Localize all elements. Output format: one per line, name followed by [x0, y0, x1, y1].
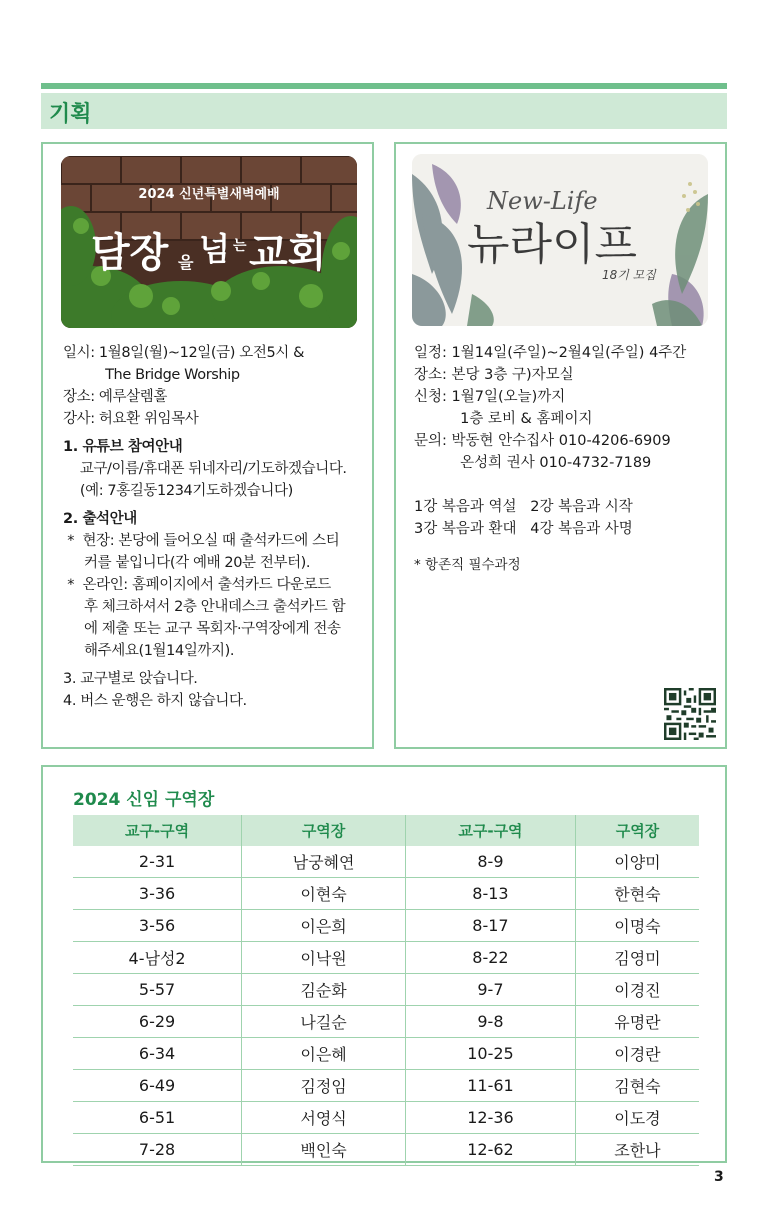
info-line: 일정: 1월14일(주일)~2월4일(주일) 4주간: [414, 345, 687, 361]
table-cell: 이은희: [242, 910, 406, 942]
table-cell: 2-31: [73, 846, 242, 878]
column-header: 구역장: [242, 815, 406, 846]
column-header: 구역장: [575, 815, 699, 846]
table-cell: 이낙원: [242, 942, 406, 974]
table-cell: 이은혜: [242, 1038, 406, 1070]
table-row: [73, 1102, 699, 1134]
table-cell: 3-36: [73, 878, 242, 910]
table-cell: 11-61: [406, 1070, 576, 1102]
attendance-guide-line: 커를 붙입니다(각 예배 20분 전부터).: [63, 555, 311, 571]
new-cell-leaders-card: [41, 765, 727, 1163]
table-cell: 6-51: [73, 1102, 242, 1134]
info-line: 강사: 허요환 위임목사: [63, 411, 199, 427]
top-rule: [41, 83, 727, 89]
table-row: [73, 878, 699, 910]
table-cell: 5-57: [73, 974, 242, 1006]
section-header: [41, 93, 727, 129]
table-cell: 3-56: [73, 910, 242, 942]
table-row: [73, 846, 699, 878]
table-cell: 9-7: [406, 974, 576, 1006]
table-cell: 6-34: [73, 1038, 242, 1070]
youtube-guide-line: (예: 7홍길동1234기도하겠습니다): [63, 483, 293, 499]
leaders-title: 2024 신임 구역장: [73, 790, 215, 810]
new-life-info: [414, 342, 686, 576]
table-row: [73, 1006, 699, 1038]
seating-note: 3. 교구별로 앉습니다.: [63, 671, 198, 687]
info-line: The Bridge Worship: [63, 367, 240, 383]
new-year-dawn-worship-card: [41, 142, 374, 749]
table-cell: 8-17: [406, 910, 576, 942]
table-row: [73, 1038, 699, 1070]
table-cell: 9-8: [406, 1006, 576, 1038]
info-line: 일시: 1월8일(월)~12일(금) 오전5시 &: [63, 345, 304, 361]
qr-code-icon[interactable]: [664, 688, 716, 740]
attendance-guide-line: 에 제출 또는 교구 목회자·구역장에게 전송: [63, 621, 341, 637]
table-cell: 유명란: [575, 1006, 699, 1038]
new-life-card: [394, 142, 727, 749]
brick-wall-ivy-image: [61, 156, 357, 328]
banner-korean-title: 뉴라이프: [467, 219, 638, 270]
info-line: 문의: 박동현 안수집사 010-4206-6909: [414, 433, 671, 449]
table-cell: 김순화: [242, 974, 406, 1006]
new-life-banner: [412, 154, 708, 326]
lecture-line: 1강 복음과 역설 2강 복음과 시작: [414, 499, 633, 515]
table-cell: 12-36: [406, 1102, 576, 1134]
page-number: 3: [714, 1169, 724, 1185]
table-cell: 김정임: [242, 1070, 406, 1102]
table-cell: 조한나: [575, 1134, 699, 1166]
table-cell: 7-28: [73, 1134, 242, 1166]
leaders-table: [73, 815, 699, 1166]
table-cell: 이도경: [575, 1102, 699, 1134]
info-line: 온성희 권사 010-4732-7189: [414, 455, 652, 471]
table-cell: 10-25: [406, 1038, 576, 1070]
table-row: [73, 974, 699, 1006]
banner-english-title: New-Life: [487, 187, 598, 215]
attendance-guide-line: * 현장: 본당에 들어오실 때 출석카드에 스티: [63, 533, 340, 549]
table-cell: 이양미: [575, 846, 699, 878]
dawn-worship-banner: [61, 156, 357, 328]
required-note: * 항존직 필수과정: [414, 557, 521, 573]
leaders-table-body: [73, 846, 699, 1166]
table-cell: 서영식: [242, 1102, 406, 1134]
table-cell: 4-남성2: [73, 942, 242, 974]
botanical-leaves-image: [412, 154, 708, 326]
banner-title-a: 담장: [91, 229, 169, 276]
table-header-row: [73, 815, 699, 846]
table-cell: 한현숙: [575, 878, 699, 910]
table-cell: 남궁혜연: [242, 846, 406, 878]
youtube-guide-line: 교구/이름/휴대폰 뒤네자리/기도하겠습니다.: [63, 461, 347, 477]
banner-title-c: 넘: [199, 230, 230, 268]
table-cell: 8-13: [406, 878, 576, 910]
table-cell: 이현숙: [242, 878, 406, 910]
attendance-guide-line: 해주세요(1월14일까지).: [63, 643, 235, 659]
section-title: 기획: [49, 102, 92, 127]
column-header: 교구-구역: [73, 815, 242, 846]
dawn-worship-info: [63, 342, 347, 712]
table-cell: 김영미: [575, 942, 699, 974]
banner-title-d: 는: [233, 238, 247, 254]
youtube-guide-title: 1. 유튜브 참여안내: [63, 439, 183, 455]
table-row: [73, 1070, 699, 1102]
banner-recruit-tag: 18기 모집: [602, 268, 656, 282]
table-cell: 8-22: [406, 942, 576, 974]
table-cell: 6-49: [73, 1070, 242, 1102]
table-cell: 12-62: [406, 1134, 576, 1166]
table-cell: 백인숙: [242, 1134, 406, 1166]
attendance-guide-line: * 온라인: 홈페이지에서 출석카드 다운로드: [63, 577, 331, 593]
table-cell: 이경란: [575, 1038, 699, 1070]
table-cell: 김현숙: [575, 1070, 699, 1102]
banner-subtitle: 2024 신년특별새벽예배: [138, 187, 280, 202]
info-line: 장소: 예루살렘홀: [63, 389, 167, 405]
info-line: 1층 로비 & 홈페이지: [414, 411, 593, 427]
bus-note: 4. 버스 운행은 하지 않습니다.: [63, 693, 247, 709]
banner-title-b: 을: [178, 253, 194, 272]
attendance-guide-title: 2. 출석안내: [63, 511, 137, 527]
column-header: 교구-구역: [406, 815, 576, 846]
lecture-line: 3강 복음과 환대 4강 복음과 사명: [414, 521, 633, 537]
table-cell: 8-9: [406, 846, 576, 878]
attendance-guide-line: 후 체크하셔서 2층 안내데스크 출석카드 함: [63, 599, 346, 615]
table-cell: 6-29: [73, 1006, 242, 1038]
table-row: [73, 910, 699, 942]
table-cell: 이명숙: [575, 910, 699, 942]
banner-title-e: 교회: [249, 229, 327, 276]
info-line: 신청: 1월7일(오늘)까지: [414, 389, 566, 405]
table-row: [73, 1134, 699, 1166]
table-cell: 이경진: [575, 974, 699, 1006]
table-cell: 나길순: [242, 1006, 406, 1038]
table-row: [73, 942, 699, 974]
info-line: 장소: 본당 3층 구)자모실: [414, 367, 574, 383]
